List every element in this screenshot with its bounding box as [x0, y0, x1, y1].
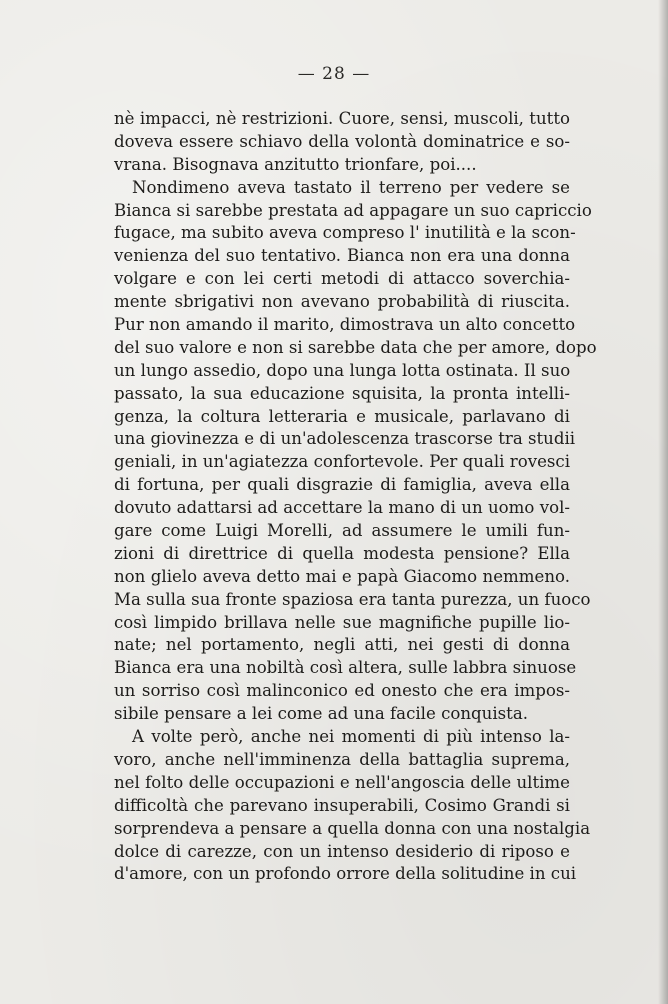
page-number: — 28 — [297, 64, 371, 84]
text-line: una giovinezza e di un'adolescenza trascorse tra studii [114, 429, 576, 449]
text-line: mente sbrigativi non avevano probabilità di riuscita. [114, 292, 570, 312]
page-edge-shadow [658, 0, 668, 1004]
text-line: A volte però, anche nei momenti di più intenso la- [132, 727, 570, 747]
text-line: di fortuna, per quali disgrazie di famiglia, aveva ella [114, 475, 570, 495]
text-line: sorprendeva a pensare a quella donna con una nostalgia [114, 818, 591, 838]
text-line: Nondimeno aveva tastato il terreno per vedere se [132, 177, 570, 197]
text-line: nel folto delle occupazioni e nell'angoscia delle ultime [114, 772, 570, 792]
text-line: d'amore, con un profondo orrore della solitudine in cui [114, 864, 577, 884]
text-line: doveva essere schiavo della volontà dominatrice e so- [114, 131, 570, 151]
text-line: del suo valore e non si sarebbe data che per amore, dopo [114, 337, 597, 357]
text-line: genza, la coltura letteraria e musicale, parlavano di [114, 406, 570, 426]
text-line: nè impacci, nè restrizioni. Cuore, sensi, muscoli, tutto [114, 109, 570, 128]
text-line: fugace, ma subito aveva compreso l' inutilità e la scon- [114, 223, 576, 243]
text-line: un sorriso così malinconico ed onesto che era impos- [114, 681, 570, 701]
text-line: venienza del suo tentativo. Bianca non era una donna [114, 246, 570, 266]
text-line: Pur non amando il marito, dimostrava un alto concetto [114, 315, 576, 335]
text-line: così limpido brillava nelle sue magnifiche pupille lio- [114, 612, 570, 632]
text-line: Ma sulla sua fronte spaziosa era tanta purezza, un fuoco [114, 589, 591, 609]
text-line: gare come Luigi Morelli, ad assumere le umili fun- [114, 521, 570, 541]
text-line: un lungo assedio, dopo una lunga lotta ostinata. Il suo [114, 360, 571, 380]
text-line: sibile pensare a lei come ad una facile conquista. [114, 704, 529, 724]
text-line: voro, anche nell'imminenza della battaglia suprema, [114, 749, 570, 769]
text-line: Bianca era una nobiltà così altera, sulle labbra sinuose [114, 658, 577, 678]
text-line: geniali, in un'agiatezza confortevole. Per quali rovesci [114, 452, 570, 472]
text-line: nate; nel portamento, negli atti, nei gesti di donna [114, 635, 570, 655]
text-line: dolce di carezze, con un intenso desiderio di riposo e [114, 841, 570, 861]
text-line: passato, la sua educazione squisita, la pronta intelli- [114, 383, 570, 403]
body-text [114, 108, 597, 886]
text-line: dovuto adattarsi ad accettare la mano di un uomo vol- [114, 498, 570, 518]
text-line: zioni di direttrice di quella modesta pensione? Ella [114, 543, 570, 563]
text-line: Bianca si sarebbe prestata ad appagare un suo capriccio [114, 200, 592, 220]
text-line: vrana. Bisognava anzitutto trionfare, poi.... [114, 154, 477, 174]
text-line: difficoltà che parevano insuperabili, Cosimo Grandi si [114, 795, 570, 815]
text-line: volgare e con lei certi metodi di attacco soverchia- [114, 269, 570, 289]
text-line: non glielo aveva detto mai e papà Giacomo nemmeno. [114, 566, 570, 586]
